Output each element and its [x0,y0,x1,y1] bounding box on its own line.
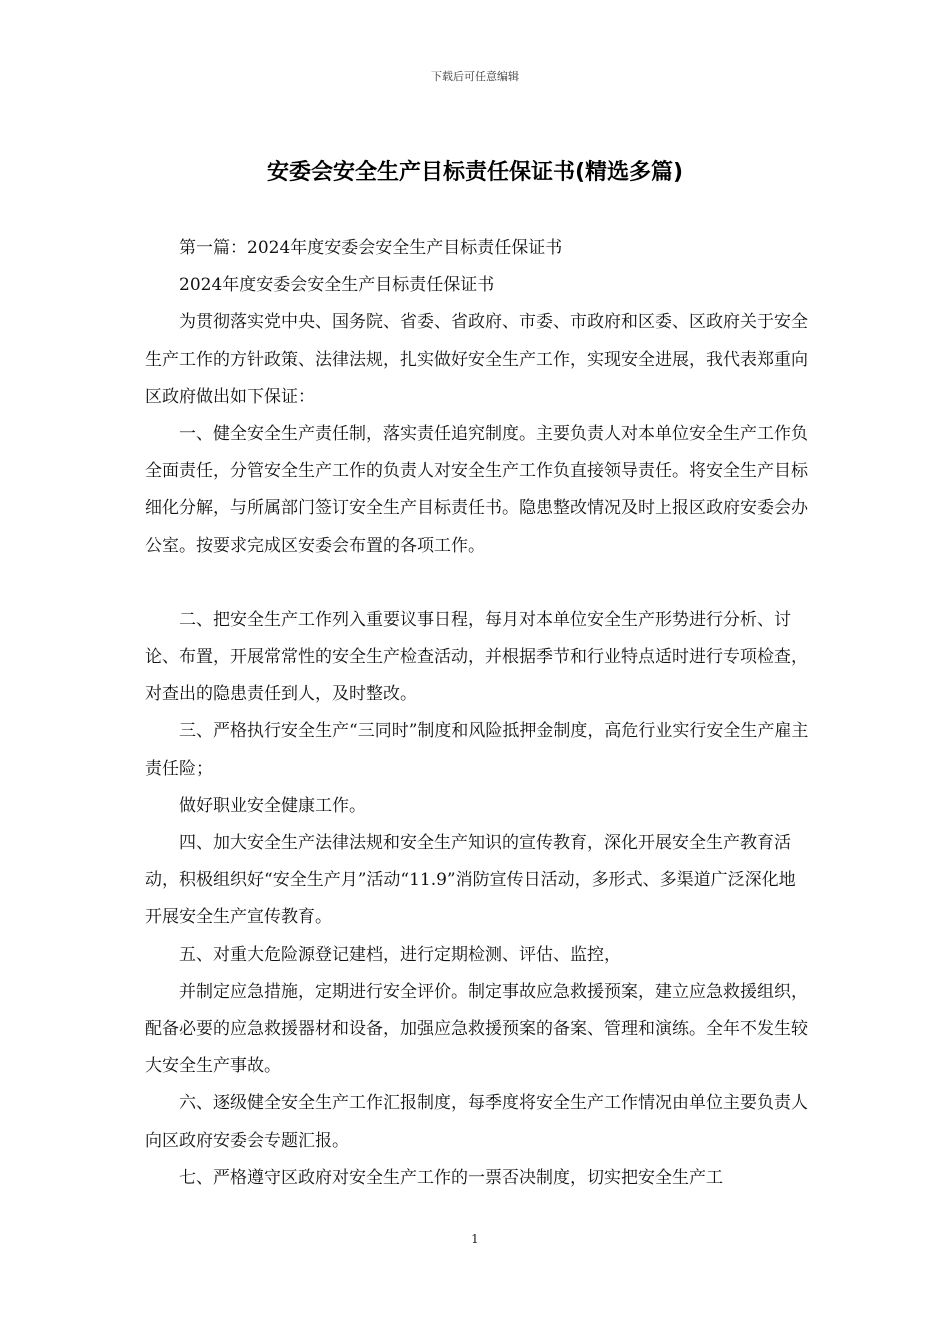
paragraph: 五、对重大危险源登记建档，进行定期检测、评估、监控， [179,944,621,965]
paragraph: 四、加大安全生产法律法规和安全生产知识的宣传教育，深化开展安全生产教育活动，积极组织好“安全生产月”活动“11.9”消防宣传日活动，多形式、多渠道广泛深化地开展安全生产宣传教育。 [145,833,796,928]
header-note: 下载后可任意编辑 [431,70,519,83]
paragraph: 七、严格遵守区政府对安全生产工作的一票否决制度，切实把安全生产工 [179,1167,723,1188]
paragraph: 为贯彻落实党中央、国务院、省委、省政府、市委、市政府和区委、区政府关于安全生产工作的方针政策、法律法规，扎实做好安全生产工作，实现安全进展，我代表郑重向区政府做出如下保证： [145,312,808,407]
document-title: 安委会安全生产目标责任保证书(精选多篇) [266,160,684,185]
document-body [145,230,810,1197]
paragraph: 并制定应急措施，定期进行安全评价。制定事故应急救援预案，建立应急救援组织，配备必要的应急救援器材和设备，加强应急救援预案的备案、管理和演练。全年不发生较大安全生产事故。 [145,981,808,1077]
paragraph: 三、严格执行安全生产“三同时”制度和风险抵押金制度，高危行业实行安全生产雇主责任险； [145,721,809,779]
paragraph: 六、逐级健全安全生产工作汇报制度，每季度将安全生产工作情况由单位主要负责人向区政府安委会专题汇报。 [145,1093,808,1151]
page-number: 1 [471,1232,479,1246]
paragraph: 二、把安全生产工作列入重要议事日程，每月对本单位安全生产形势进行分析、讨论、布置，开展常常性的安全生产检查活动，并根据季节和行业特点适时进行专项检查，对查出的隐患责任到人，及时整改。 [145,609,808,705]
paragraph: 2024年度安委会安全生产目标责任保证书 [179,275,495,296]
paragraph: 一、健全安全生产责任制，落实责任追究制度。主要负责人对本单位安全生产工作负全面责任，分管安全生产工作的负责人对安全生产工作负直接领导责任。将安全生产目标细化分解，与所属部门签订安全生产目标责任书。隐患整改情况及时上报区政府安委会办公室。按要求完成区安委会布置的各项工作。 [145,424,808,556]
paragraph-spacer [145,565,810,602]
paragraph: 第一篇：2024年度安委会安全生产目标责任保证书 [179,238,563,258]
paragraph: 做好职业安全健康工作。 [179,795,366,816]
